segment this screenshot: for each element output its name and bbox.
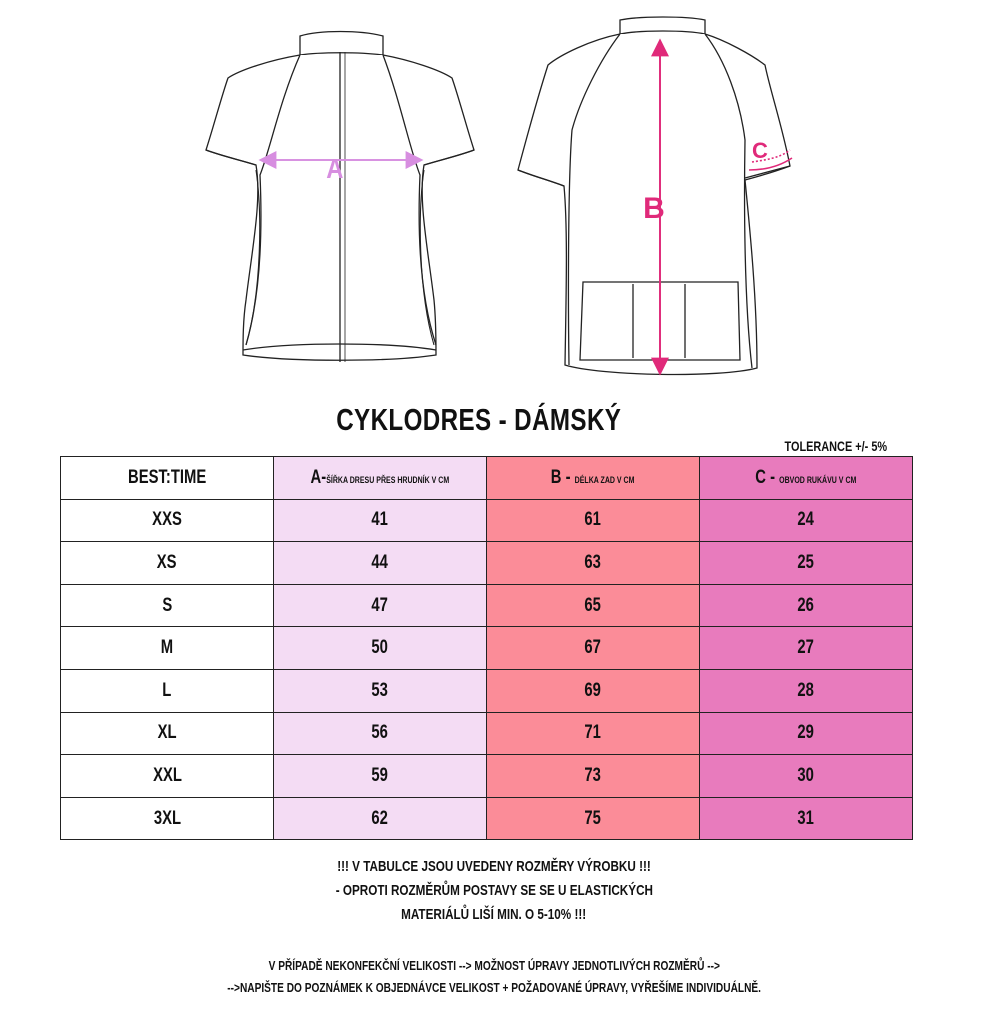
tolerance-note: TOLERANCE +/- 5% <box>784 438 888 454</box>
table-header-row <box>61 457 913 500</box>
value-b-cell: 63 <box>487 542 700 585</box>
value-a-cell: 53 <box>274 669 487 712</box>
size-cell: XXS <box>61 499 274 542</box>
table-row <box>61 755 913 798</box>
value-b-cell: 71 <box>487 712 700 755</box>
size-table <box>60 456 913 840</box>
value-b-cell: 69 <box>487 669 700 712</box>
value-a-cell: 41 <box>274 499 487 542</box>
jersey-illustrations <box>0 0 988 395</box>
note-line: - OPROTI ROZMĚRŮM POSTAVY SE SE U ELASTICKÝCH <box>335 882 653 899</box>
table-row <box>61 797 913 840</box>
value-c-cell: 25 <box>700 542 913 585</box>
front-jersey <box>206 32 474 363</box>
size-cell: 3XL <box>61 797 274 840</box>
note-line: MATERIÁLŮ LIŠÍ MIN. O 5-10% !!! <box>401 906 587 923</box>
size-cell: M <box>61 627 274 670</box>
value-c-cell: 31 <box>700 797 913 840</box>
value-a-cell: 59 <box>274 755 487 798</box>
header-a: A-ŠÍŘKA DRESU PŘES HRUDNÍK V CM <box>274 457 487 500</box>
value-a-cell: 56 <box>274 712 487 755</box>
table-row <box>61 669 913 712</box>
header-brand: BEST:TIME <box>61 457 274 500</box>
size-cell: XXL <box>61 755 274 798</box>
note-line: V PŘÍPADĚ NEKONFEKČNÍ VELIKOSTI --> MOŽNOST ÚPRAVY JEDNOTLIVÝCH ROZMĚRŮ --> <box>268 958 720 973</box>
custom-size-notes <box>0 955 988 999</box>
value-b-cell: 61 <box>487 499 700 542</box>
value-a-cell: 50 <box>274 627 487 670</box>
value-b-cell: 73 <box>487 755 700 798</box>
size-cell: L <box>61 669 274 712</box>
value-c-cell: 29 <box>700 712 913 755</box>
table-row <box>61 542 913 585</box>
note-line: !!! V TABULCE JSOU UVEDENY ROZMĚRY VÝROBKU !!! <box>337 858 651 875</box>
table-row <box>61 627 913 670</box>
value-b-cell: 75 <box>487 797 700 840</box>
header-c: C - OBVOD RUKÁVU V CM <box>700 457 913 500</box>
measure-a-label: A <box>326 152 344 185</box>
table-row <box>61 712 913 755</box>
value-b-cell: 67 <box>487 627 700 670</box>
measure-c-label: C <box>752 138 768 163</box>
header-b: B - DÉLKA ZAD V CM <box>487 457 700 500</box>
size-cell: XL <box>61 712 274 755</box>
value-a-cell: 44 <box>274 542 487 585</box>
page-title: CYKLODRES - DÁMSKÝ <box>336 402 622 437</box>
value-c-cell: 30 <box>700 755 913 798</box>
measure-b-label: B <box>643 192 665 225</box>
value-c-cell: 26 <box>700 584 913 627</box>
value-a-cell: 62 <box>274 797 487 840</box>
value-c-cell: 28 <box>700 669 913 712</box>
table-row <box>61 584 913 627</box>
size-cell: S <box>61 584 274 627</box>
value-b-cell: 65 <box>487 584 700 627</box>
value-c-cell: 27 <box>700 627 913 670</box>
value-c-cell: 24 <box>700 499 913 542</box>
value-a-cell: 47 <box>274 584 487 627</box>
table-row <box>61 499 913 542</box>
warning-notes <box>0 855 988 927</box>
note-line: -->NAPIŠTE DO POZNÁMEK K OBJEDNÁVCE VELIKOST + POŽADOVANÉ ÚPRAVY, VYŘEŠÍME INDIVIDUÁLNĚ. <box>227 980 761 995</box>
size-cell: XS <box>61 542 274 585</box>
